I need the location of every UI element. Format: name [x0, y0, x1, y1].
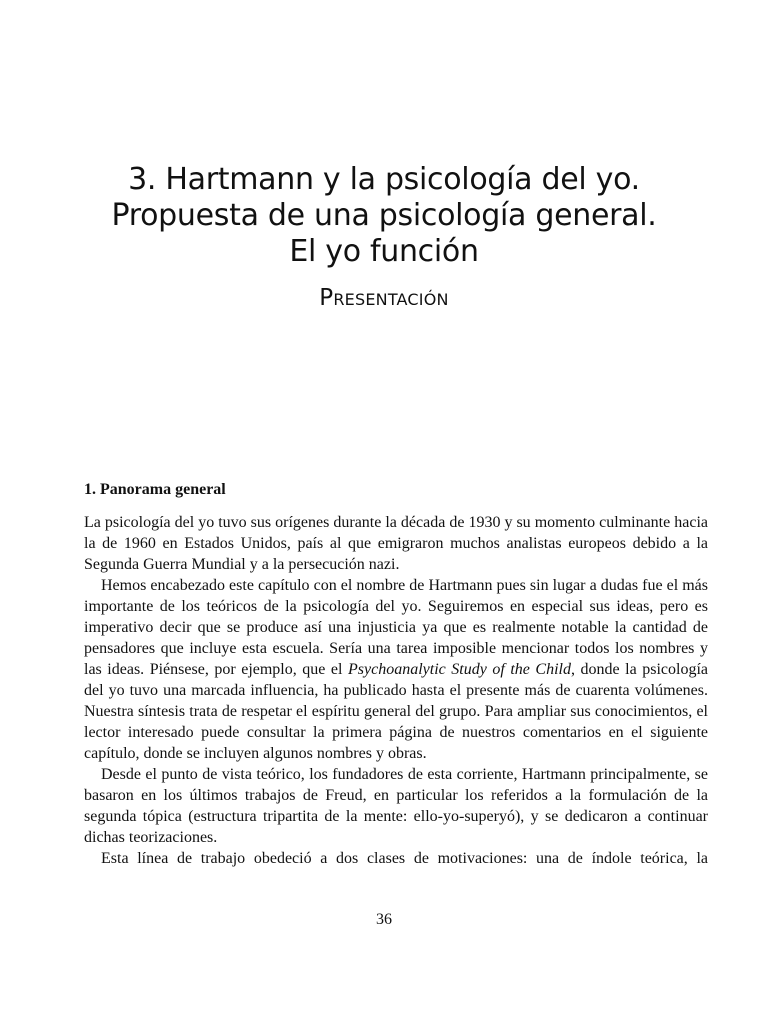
paragraph-4: Esta línea de trabajo obedeció a dos clases de motivaciones: una de índole teórica, la — [101, 850, 708, 867]
journal-title: Psychoanalytic Study of the Child — [348, 661, 571, 678]
paragraph-2 — [84, 575, 708, 764]
chapter-title-line-2: Propuesta de una psicología general. — [111, 198, 657, 233]
paragraph-1: La psicología del yo tuvo sus orígenes durante la década de 1930 y su momento culminante hacia la de 1960 en Estados Unidos, país al que emigraron muchos analistas europeos debido a la Segunda Guerra Mundial y a la persecución nazi. — [84, 514, 708, 573]
chapter-title-line-1: 3. Hartmann y la psicología del yo. — [128, 162, 640, 197]
page-number: 36 — [376, 911, 392, 928]
body-text — [84, 512, 708, 869]
section-heading: 1. Panorama general — [84, 481, 226, 498]
chapter-title-line-3: El yo función — [289, 234, 479, 269]
paragraph-3: Desde el punto de vista teórico, los fundadores de esta corriente, Hartmann principalmente, se basaron en los últimos trabajos de Freud, en particular los referidos a la formulación de la segunda tópica (estructura tripartita de la mente: ello-yo-superyó), y se dedicaron a continuar dichas teorizaciones. — [84, 766, 708, 846]
paragraph-2-text-a: Hemos encabezado este capítulo con el nombre de Hartmann pues sin lugar a dudas fue el más importante de los teóricos de la psicología del yo. Seguiremos en especial sus ideas, pero es imperativo decir que se produce así una injusticia ya que es realmente notable la cantidad de pensadores que incluye esta escuela. Sería una tarea imposible mencionar todos los nombres y las ideas. Piénsese, por ejemplo, que el — [84, 577, 708, 678]
section-subtitle: Presentación — [319, 285, 449, 311]
chapter-title — [0, 162, 768, 270]
paragraph-2-text-b: , donde la psicología del yo tuvo una marcada influencia, ha publicado hasta el presente más de cuarenta volúmenes. Nuestra síntesis trata de respetar el espíritu general del grupo. Para ampliar sus conocimientos, el lector interesado puede consultar la primera página de nuestros comentarios en el siguiente capítulo, donde se incluyen algunos nombres y obras. — [84, 661, 708, 762]
